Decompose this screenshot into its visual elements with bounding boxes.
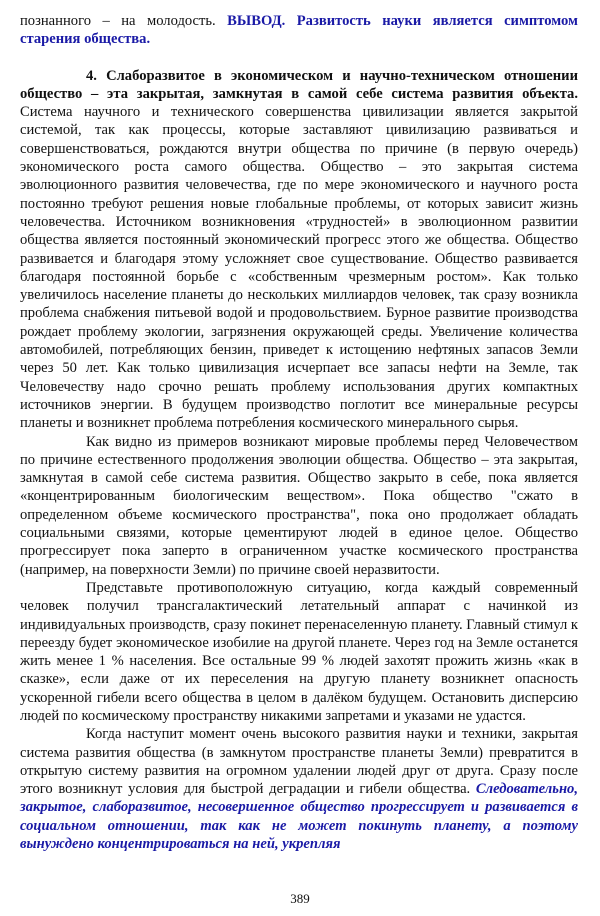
section-4-heading: 4. Слаборазвитое в экономическом и научно-техническом отношении общество – эта закрытая, замкнутая в самой себе система развития объекта. bbox=[20, 67, 578, 102]
intro-text: познанного – на молодость. bbox=[20, 13, 228, 29]
section-4-body: Система научного и технического совершенства цивилизации является закрытой системой, так как процессы, которые заставляют цивилизацию развиваться и совершенствоваться, рождаются внутри общества по причине (в первую очередь) экономического роста самого общества. Общество – это закрытая система эволюционного развития человечества, где по мере экономического и научного роста постоянно требуют решения новые глобальные проблемы, от которых зависит жизнь человечества. Источником возникновения «трудностей» в эволюционном развитии общества является постоянный экономический прогресс этого же общества. Общество развивается и благодаря этому усложняет свое существование. Общество развивается благодаря постоянной борьбе с «собственным чрезмерным ростом». Как только увеличилось население планеты до нескольких миллиардов человек, так сразу возникла проблема снабжения питьевой водой и продовольствием. Бурное развитие производства рождает проблему экологии, загрязнения окружающей среды. Увеличение количества автомобилей, потребляющих бензин, приведет к истощению нефтяных запасов Земли через 50 лет. Как только цивилизация исчерпает все запасы нефти на Земле, так Человечеству надо срочно решать проблему использования других компактных источников энергии. В будущем производство поглотит все минеральные ресурсы планеты и возникнет проблема потребления космического минерального сырья. bbox=[20, 104, 578, 432]
page-number: 389 bbox=[290, 890, 310, 906]
paragraph-3: Представьте противоположную ситуацию, когда каждый современный человек получил трансгалактический летательный аппарат с начинкой из индивидуальных производств, сразу покинет перенаселенную планету. Главный стимул к переезду будет экономическое изобилие на другой планете. Через год на Земле останется жить менее 1 % населения. Все остальные 99 % людей захотят прожить жизнь «как в сказке», если даже от их переселения на другую планету возникнет опасность ускоренной гибели всего общества в целом в далёком будущем. Остановить дисперсию людей по космическому пространству никакими запретами и указами не удастся. bbox=[20, 579, 578, 724]
paragraph-2: Как видно из примеров возникают мировые проблемы перед Человечеством по причине естественного продолжения эволюции общества. Общество – эта закрытая, замкнутая в самой себе система развития. Общество закрыто в себе, пока является «концентрированным биологическим веществом». Пока общество "сжато в определенном объеме космического пространства", пока оно продолжает обладать социальными связями, которые цементируют людей в единое целое. Общество прогрессирует пока заперто в ограниченном участке космического пространства (например, на поверхности Земли) по причине своей неразвитости. bbox=[20, 433, 578, 578]
paragraph-4 bbox=[20, 725, 578, 853]
intro-paragraph bbox=[20, 12, 578, 49]
section-4-paragraph bbox=[20, 67, 578, 433]
paragraph-gap bbox=[20, 49, 578, 67]
paragraph-4-text: Когда наступит момент очень высокого развития науки и техники, закрытая система развития общества (в замкнутом пространстве планеты Земли) превратится в открытую систему развития на огромном удалении людей друг от друга. Сразу после этого возникнут условия для быстрой деградации и гибели общества. bbox=[20, 726, 578, 798]
paragraph-4-emphasis: Следовательно, закрытое, слаборазвитое, несовершенное общество прогрессирует и развивается в социальном отношении, так как не может покинуть планету, а поэтому вынуждено концентрироваться на ней, укрепляя bbox=[20, 781, 578, 853]
conclusion-text: ВЫВОД. Развитость науки является симптомом старения общества. bbox=[20, 13, 579, 48]
